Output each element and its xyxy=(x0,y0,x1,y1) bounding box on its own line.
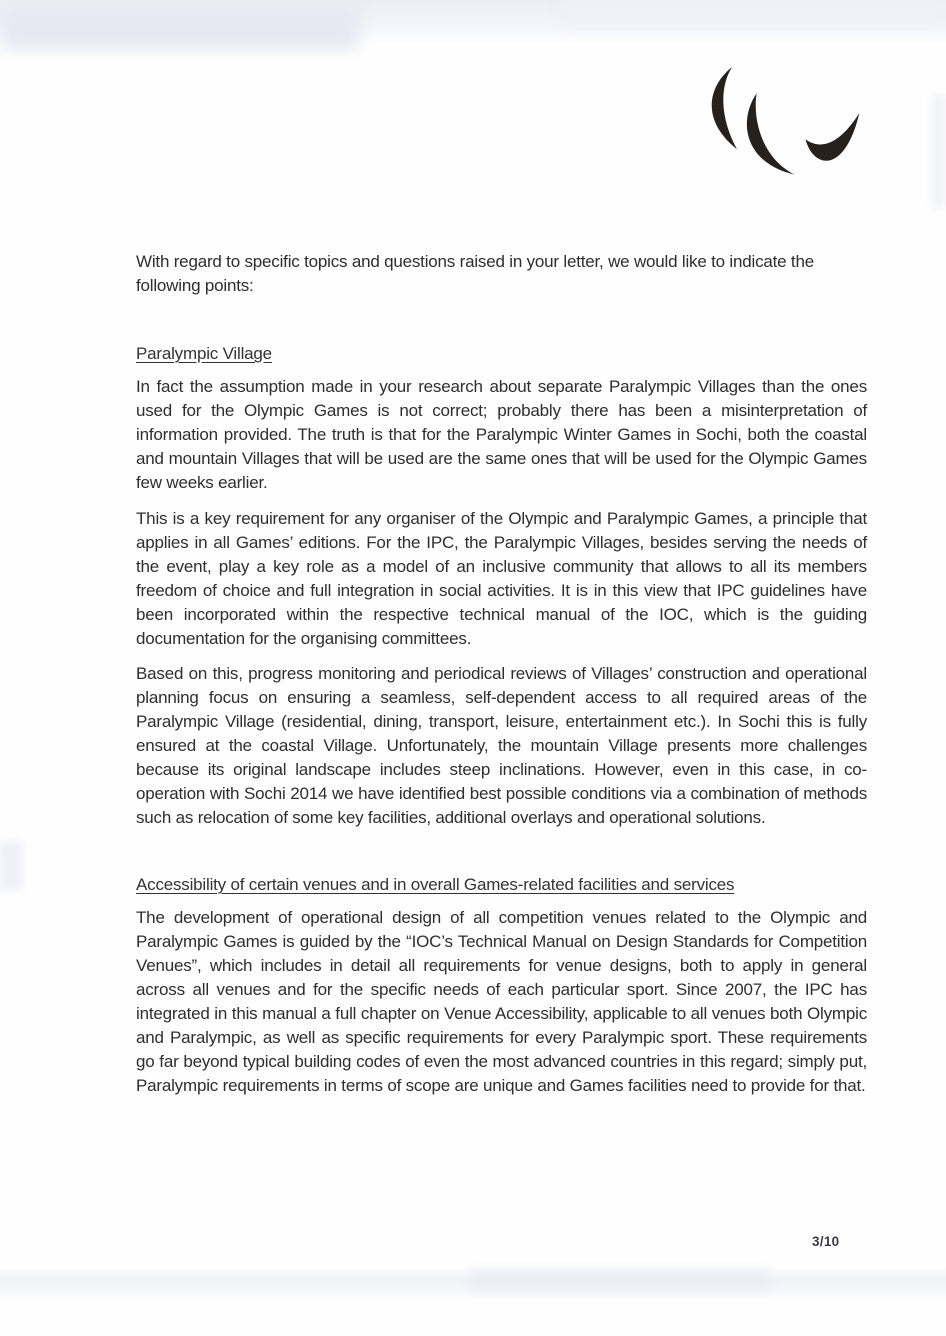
section-heading-accessibility: Accessibility of certain venues and in overall Games-related facilities and services xyxy=(136,875,735,894)
paragraph: The development of operational design of all competition venues related to the Olympic and Paralympic Games is guided by the “IOC’s Technical Manual on Design Standards for Competition Venues”, which includes in detail all requirements for venue designs, both to apply in general across all venues and for the specific needs of each particular sport. Since 2007, the IPC has integrated in this manual a full chapter on Venue Accessibility, applicable to all venues both Olympic and Paralympic, as well as specific requirements for every Paralympic sport. These requirements go far beyond typical building codes of even the most advanced countries in this regard; simply put, Paralympic requirements in terms of scope are unique and Games facilities need to provide for that. xyxy=(136,908,867,1095)
page-number-label: 3/10 xyxy=(812,1234,840,1249)
letter-body xyxy=(136,250,867,1098)
intro-paragraph: With regard to specific topics and questions raised in your letter, we would like to indicate the following points: xyxy=(136,252,814,295)
section-heading-paralympic-village: Paralympic Village xyxy=(136,344,272,363)
scan-artifact-top-right-patch xyxy=(560,0,946,26)
scan-artifact-bottom-patch xyxy=(470,1270,770,1290)
paralympic-agitos-logo xyxy=(693,64,873,206)
agitos-icon xyxy=(693,64,873,206)
scan-artifact-right-edge xyxy=(932,96,946,206)
paragraph: Based on this, progress monitoring and periodical reviews of Villages’ construction and operational planning focus on ensuring a seamless, self-dependent access to all required areas of the Paralympic Village (residential, dining, transport, leisure, entertainment etc.). In Sochi this is fully ensured at the coastal Village. Unfortunately, the mountain Village presents more challenges because its original landscape includes steep inclinations. However, even in this case, in co-operation with Sochi 2014 we have identified best possible conditions via a combination of methods such as relocation of some key facilities, additional overlays and operational solutions. xyxy=(136,664,867,827)
scan-artifact-left-edge xyxy=(0,842,22,890)
paragraph: This is a key requirement for any organiser of the Olympic and Paralympic Games, a principle that applies in all Games’ editions. For the IPC, the Paralympic Villages, besides serving the needs of the event, play a key role as a model of an inclusive community that allows to all its members freedom of choice and full integration in social activities. It is in this view that IPC guidelines have been incorporated within the respective technical manual of the IOC, which is the guiding documentation for the organising committees. xyxy=(136,509,867,648)
paragraph: In fact the assumption made in your research about separate Paralympic Villages than the ones used for the Olympic Games is not correct; probably there has been a misinterpretation of information provided. The truth is that for the Paralympic Winter Games in Sochi, both the coastal and mountain Villages that will be used are the same ones that will be used for the Olympic Games few weeks earlier. xyxy=(136,377,867,492)
scan-artifact-top-left-patch xyxy=(0,4,360,50)
